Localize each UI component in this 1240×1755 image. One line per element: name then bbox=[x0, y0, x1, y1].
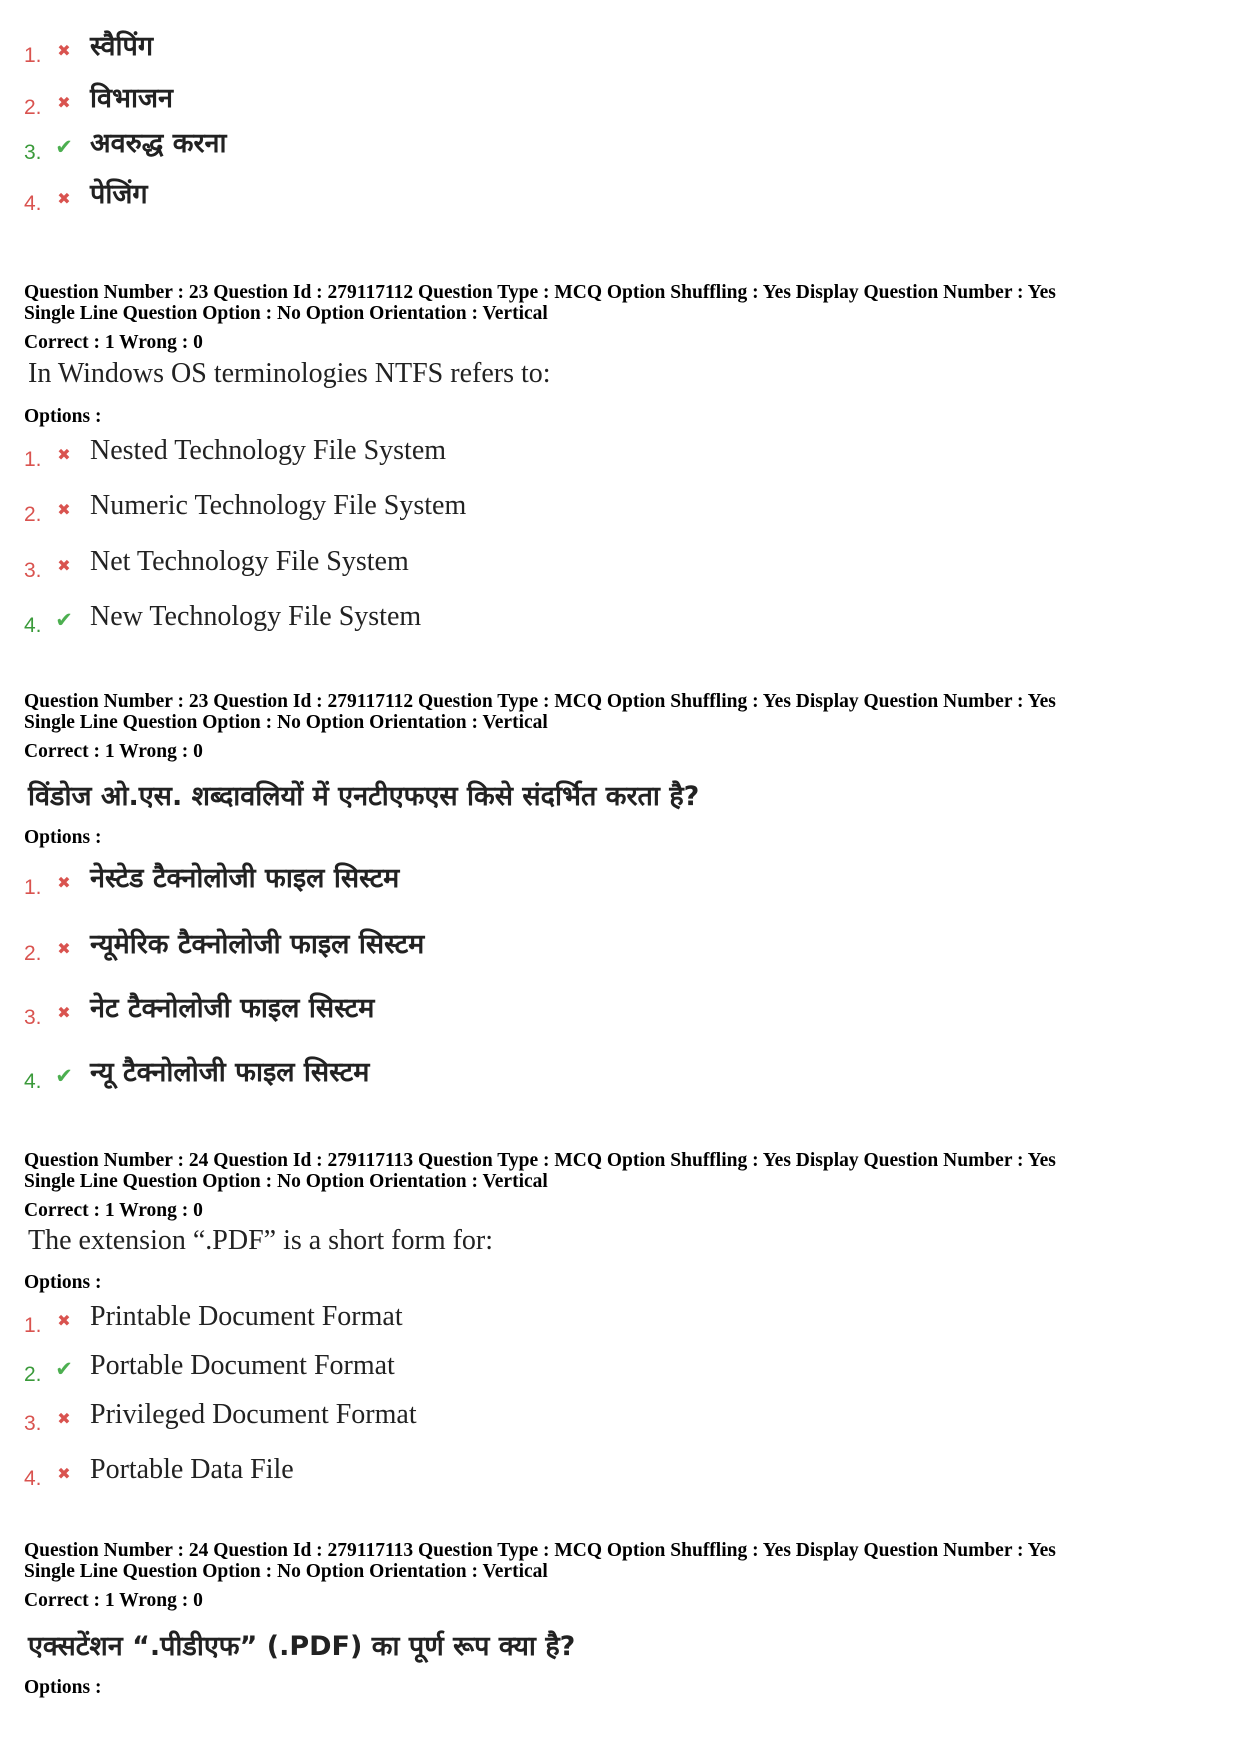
question-meta-line: Single Line Question Option : No Option Orientation : Vertical bbox=[24, 303, 548, 324]
option-text: अवरुद्ध करना bbox=[90, 128, 227, 159]
option-number: 2. bbox=[24, 503, 42, 526]
options-label: Options : bbox=[24, 1272, 102, 1293]
question-text: The extension “.PDF” is a short form for: bbox=[28, 1225, 494, 1256]
cross-icon: ✖ bbox=[57, 499, 71, 519]
question-meta bbox=[24, 282, 1056, 324]
options-label: Options : bbox=[24, 827, 102, 848]
marks-line: Correct : 1 Wrong : 0 bbox=[24, 1590, 203, 1611]
question-text: विंडोज ओ.एस. शब्दावलियों में एनटीएफएस किसे संदर्भित करता है? bbox=[28, 781, 700, 812]
question-meta-line: Single Line Question Option : No Option Orientation : Vertical bbox=[24, 1561, 548, 1582]
option-text: न्यू टैक्नोलोजी फाइल सिस्टम bbox=[90, 1057, 370, 1088]
question-meta bbox=[24, 691, 1056, 733]
cross-icon: ✖ bbox=[57, 1463, 71, 1483]
option-text: Nested Technology File System bbox=[90, 435, 447, 466]
option-number: 3. bbox=[24, 1006, 42, 1029]
option-text: Privileged Document Format bbox=[90, 1399, 417, 1430]
option-text: Portable Document Format bbox=[90, 1350, 395, 1381]
cross-icon: ✖ bbox=[57, 188, 71, 208]
option-number: 4. bbox=[24, 614, 42, 637]
cross-icon: ✖ bbox=[57, 555, 71, 575]
cross-icon: ✖ bbox=[57, 938, 71, 958]
cross-icon: ✖ bbox=[57, 444, 71, 464]
option-number: 4. bbox=[24, 1070, 42, 1093]
question-meta bbox=[24, 1540, 1056, 1582]
option-number: 3. bbox=[24, 141, 42, 164]
check-icon: ✔ bbox=[55, 1064, 73, 1088]
cross-icon: ✖ bbox=[57, 40, 71, 60]
question-meta-line: Question Number : 24 Question Id : 279117113 Question Type : MCQ Option Shuffling : Yes Display Question Number : Yes bbox=[24, 1540, 1056, 1561]
option-text: न्यूमेरिक टैक्नोलोजी फाइल सिस्टम bbox=[90, 929, 425, 960]
option-number: 1. bbox=[24, 448, 42, 471]
cross-icon: ✖ bbox=[57, 872, 71, 892]
option-number: 2. bbox=[24, 96, 42, 119]
option-number: 2. bbox=[24, 1363, 42, 1386]
question-meta-line: Question Number : 23 Question Id : 279117112 Question Type : MCQ Option Shuffling : Yes Display Question Number : Yes bbox=[24, 282, 1056, 303]
option-number: 1. bbox=[24, 44, 42, 67]
option-number: 1. bbox=[24, 876, 42, 899]
option-text: नेस्टेड टैक्नोलोजी फाइल सिस्टम bbox=[90, 863, 400, 894]
marks-line: Correct : 1 Wrong : 0 bbox=[24, 332, 203, 353]
question-meta-line: Question Number : 24 Question Id : 279117113 Question Type : MCQ Option Shuffling : Yes Display Question Number : Yes bbox=[24, 1150, 1056, 1171]
check-icon: ✔ bbox=[55, 1357, 73, 1381]
question-meta bbox=[24, 1150, 1056, 1192]
cross-icon: ✖ bbox=[57, 1002, 71, 1022]
option-text: Portable Data File bbox=[90, 1454, 294, 1485]
question-text: एक्सटेंशन “.पीडीएफ” (.PDF) का पूर्ण रूप क्या है? bbox=[28, 1631, 576, 1662]
option-number: 1. bbox=[24, 1314, 42, 1337]
option-text: New Technology File System bbox=[90, 601, 422, 632]
question-meta-line: Question Number : 23 Question Id : 279117112 Question Type : MCQ Option Shuffling : Yes Display Question Number : Yes bbox=[24, 691, 1056, 712]
option-text: Printable Document Format bbox=[90, 1301, 403, 1332]
option-number: 4. bbox=[24, 192, 42, 215]
option-number: 2. bbox=[24, 942, 42, 965]
check-icon: ✔ bbox=[55, 135, 73, 159]
option-text: पेजिंग bbox=[90, 179, 148, 210]
option-number: 4. bbox=[24, 1467, 42, 1490]
option-text: Net Technology File System bbox=[90, 546, 409, 577]
question-text: In Windows OS terminologies NTFS refers to: bbox=[28, 358, 551, 389]
option-text: नेट टैक्नोलोजी फाइल सिस्टम bbox=[90, 993, 375, 1024]
option-number: 3. bbox=[24, 1412, 42, 1435]
option-text: Numeric Technology File System bbox=[90, 490, 467, 521]
option-text: स्वैपिंग bbox=[90, 31, 154, 62]
cross-icon: ✖ bbox=[57, 1310, 71, 1330]
options-label: Options : bbox=[24, 406, 102, 427]
check-icon: ✔ bbox=[55, 608, 73, 632]
cross-icon: ✖ bbox=[57, 92, 71, 112]
question-meta-line: Single Line Question Option : No Option Orientation : Vertical bbox=[24, 1171, 548, 1192]
option-number: 3. bbox=[24, 559, 42, 582]
cross-icon: ✖ bbox=[57, 1408, 71, 1428]
marks-line: Correct : 1 Wrong : 0 bbox=[24, 741, 203, 762]
marks-line: Correct : 1 Wrong : 0 bbox=[24, 1200, 203, 1221]
question-meta-line: Single Line Question Option : No Option Orientation : Vertical bbox=[24, 712, 548, 733]
option-text: विभाजन bbox=[90, 83, 173, 114]
options-label: Options : bbox=[24, 1677, 102, 1698]
